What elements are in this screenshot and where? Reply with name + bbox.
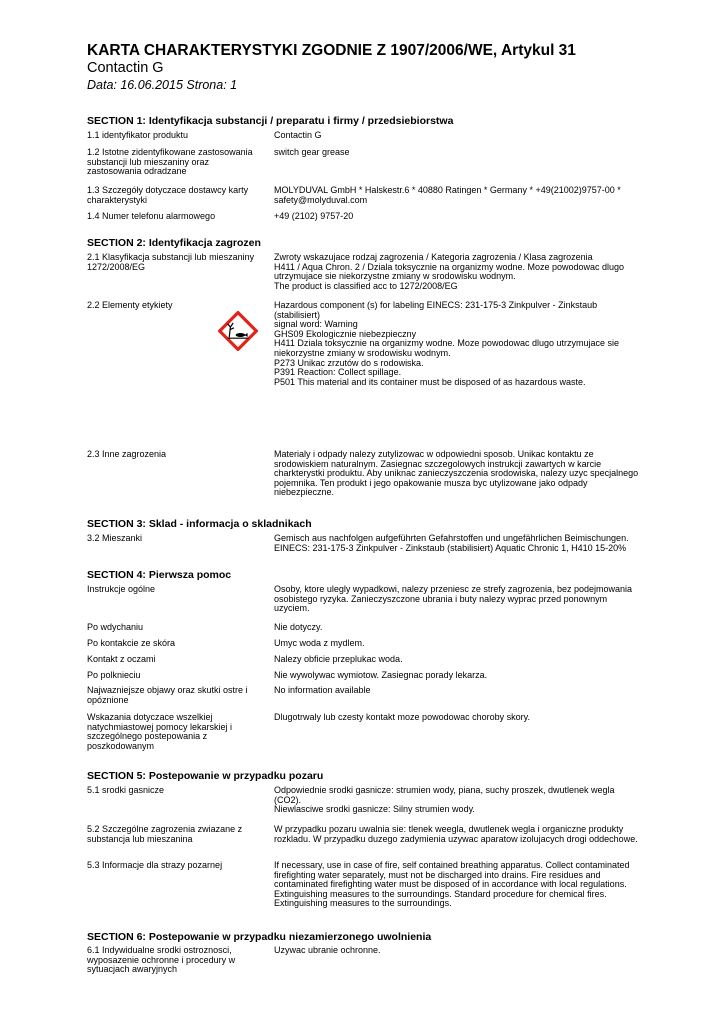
row-label: 2.3 Inne zagrozenia — [87, 449, 167, 459]
section-4-heading: SECTION 4: Pierwsza pomoc — [87, 569, 232, 581]
row-value: No information available — [274, 685, 371, 695]
row-label: 6.1 Indywidualne srodki ostroznosci, wyposazenie ochronne i procedury w sytuacjach awaryjnych — [87, 945, 236, 975]
row-value: Zwroty wskazujace rodzaj zagrozenia / Kategoria zagrozenia / Klasa zagrozenia H411 / Aqua Chron. 2 / Dziala toksycznie na organizmy wodne. Moze powodowac dlugo utrzymujace sie niekorzystne zmiany w srodowisku wodnym. The product is classified acc to 1272/2008/EG — [274, 252, 625, 291]
row-value: MOLYDUVAL GmbH * Halskestr.6 * 40880 Ratingen * Germany * +49(21002)9757-00 * safety@molyduval.com — [274, 185, 621, 205]
ghs09-environment-icon — [218, 311, 258, 351]
row-value: switch gear grease — [274, 147, 350, 157]
product-name: Contactin G — [87, 60, 164, 76]
row-value: W przypadku pozaru uwalnia sie: tlenek weegla, dwutlenek wegla i organiczne produkty rozkladu. W przypadku duzego zadymienia uzywac aparatow izolujacych drogi oddechowe. — [274, 824, 638, 844]
row-label: Wskazania dotyczace wszelkiej natychmiastowej pomocy lekarskiej i szczególnego postepowania z poszkodowanym — [87, 712, 233, 751]
row-label: 1.3 Szczegóły dotyczace dostawcy karty charakterystyki — [87, 185, 249, 205]
row-value: +49 (2102) 9757-20 — [274, 211, 354, 221]
row-label: Po kontakcie ze skóra — [87, 638, 176, 648]
section-6-heading: SECTION 6: Postepowanie w przypadku niezamierzonego uwolnienia — [87, 931, 432, 943]
row-value: Nie wywolywac wymiotow. Zasiegnac porady lekarza. — [274, 670, 488, 680]
row-value: Umyc woda z mydlem. — [274, 638, 365, 648]
document-title: KARTA CHARAKTERYSTYKI ZGODNIE Z 1907/2006/WE, Artykul 31 — [87, 42, 576, 59]
row-label: Po wdychaniu — [87, 622, 144, 632]
row-label: 5.2 Szczególne zagrozenia zwiazane z substancja lub mieszanina — [87, 824, 243, 844]
date-page-line: Data: 16.06.2015 Strona: 1 — [87, 78, 238, 92]
row-label: Najwazniejsze objawy oraz skutki ostre i opóznione — [87, 685, 248, 705]
row-value: Dlugotrwaly lub czesty kontakt moze powodowac choroby skory. — [274, 712, 530, 722]
row-value: Odpowiednie srodki gasnicze: strumien wody, piana, suchy proszek, dwutlenek wegla (CO2). Niewlasciwe srodki gasnicze: Silny strumien wody. — [274, 785, 615, 815]
section-5-heading: SECTION 5: Postepowanie w przypadku pozaru — [87, 770, 324, 782]
row-label: Po polknieciu — [87, 670, 141, 680]
row-label: 5.1 srodki gasnicze — [87, 785, 165, 795]
row-label: 3.2 Mieszanki — [87, 533, 143, 543]
row-label: Kontakt z oczami — [87, 654, 156, 664]
row-value: Uzywac ubranie ochronne. — [274, 945, 381, 955]
row-value: Nie dotyczy. — [274, 622, 323, 632]
row-label: 1.4 Numer telefonu alarmowego — [87, 211, 216, 221]
row-value: Hazardous component (s) for labeling EINECS: 231-175-3 Zinkpulver - Zinkstaub (stabilisiert) signal word: Warning GHS09 Ekologicznie niebezpieczny H411 Dziala toksycznie na organizmy wodne. Moze powodowac dlugo utrzymujace sie niekorzystne zmiany w srodowisku wodnym. P273 Unikac zrzutów do s rodowiska. P391 Reaction: Collect spillage. P501 This material and its container must be disposed of as hazardous waste. — [274, 300, 620, 387]
row-label: 1.2 Istotne zidentyfikowane zastosowania substancji lub mieszaniny oraz zastosowania odradzane — [87, 147, 253, 177]
row-label: 5.3 Informacje dla strazy pozarnej — [87, 860, 223, 870]
section-1-heading: SECTION 1: Identyfikacja substancji / preparatu i firmy / przedsiebiorstwa — [87, 115, 454, 127]
row-value: Contactin G — [274, 130, 322, 140]
row-value: Nalezy obficie przeplukac woda. — [274, 654, 403, 664]
row-value: Osoby, ktore ulegly wypadkowi, nalezy przeniesc ze strefy zagrozenia, bez podejmowania osobistego ryzyka. Zanieczyszczone ubrania i buty nalezy wyprac przed ponownym uzyciem. — [274, 584, 633, 614]
row-label: 2.1 Klasyfikacja substancji lub mieszaniny 1272/2008/EG — [87, 252, 255, 272]
section-2-heading: SECTION 2: Identyfikacja zagrozen — [87, 237, 261, 249]
section-3-heading: SECTION 3: Sklad - informacja o skladnikach — [87, 518, 312, 530]
row-value: Materialy i odpady nalezy zutylizowac w odpowiedni sposob. Unikac kontaktu ze srodowiskiem naturalnym. Zasiegnac szczegolowych instrukcji zawartych w karcie charkterystki produktu. Aby uniknac zanieczyszczenia srodowiska, nalezy uzyc specjalnego pojemnika. Ten produkt i jego opakowanie musza byc utylizowane jako odpady niebezpieczne. — [274, 449, 639, 498]
row-value: If necessary, use in case of fire, self contained breathing apparatus. Collect contaminated firefighting water separately, must not be discharged into drains. Fire residues and contaminated firefighting water must be disposed of in accordance with local regulations. Extinguishing measures to the surroundings. Standard procedure for chemical fires. Extinguishing measures to the surroundings. — [274, 860, 630, 909]
row-label: 1.1 identyfikator produktu — [87, 130, 189, 140]
row-label: Instrukcje ogólne — [87, 584, 156, 594]
row-value: Gemisch aus nachfolgen aufgeführten Gefahrstoffen und ungefährlichen Beimischungen. EINECS: 231-175-3 Zinkpulver - Zinkstaub (stabilisiert) Aquatic Chronic 1, H410 15-20% — [274, 533, 629, 553]
row-label: 2.2 Elementy etykiety — [87, 300, 173, 310]
